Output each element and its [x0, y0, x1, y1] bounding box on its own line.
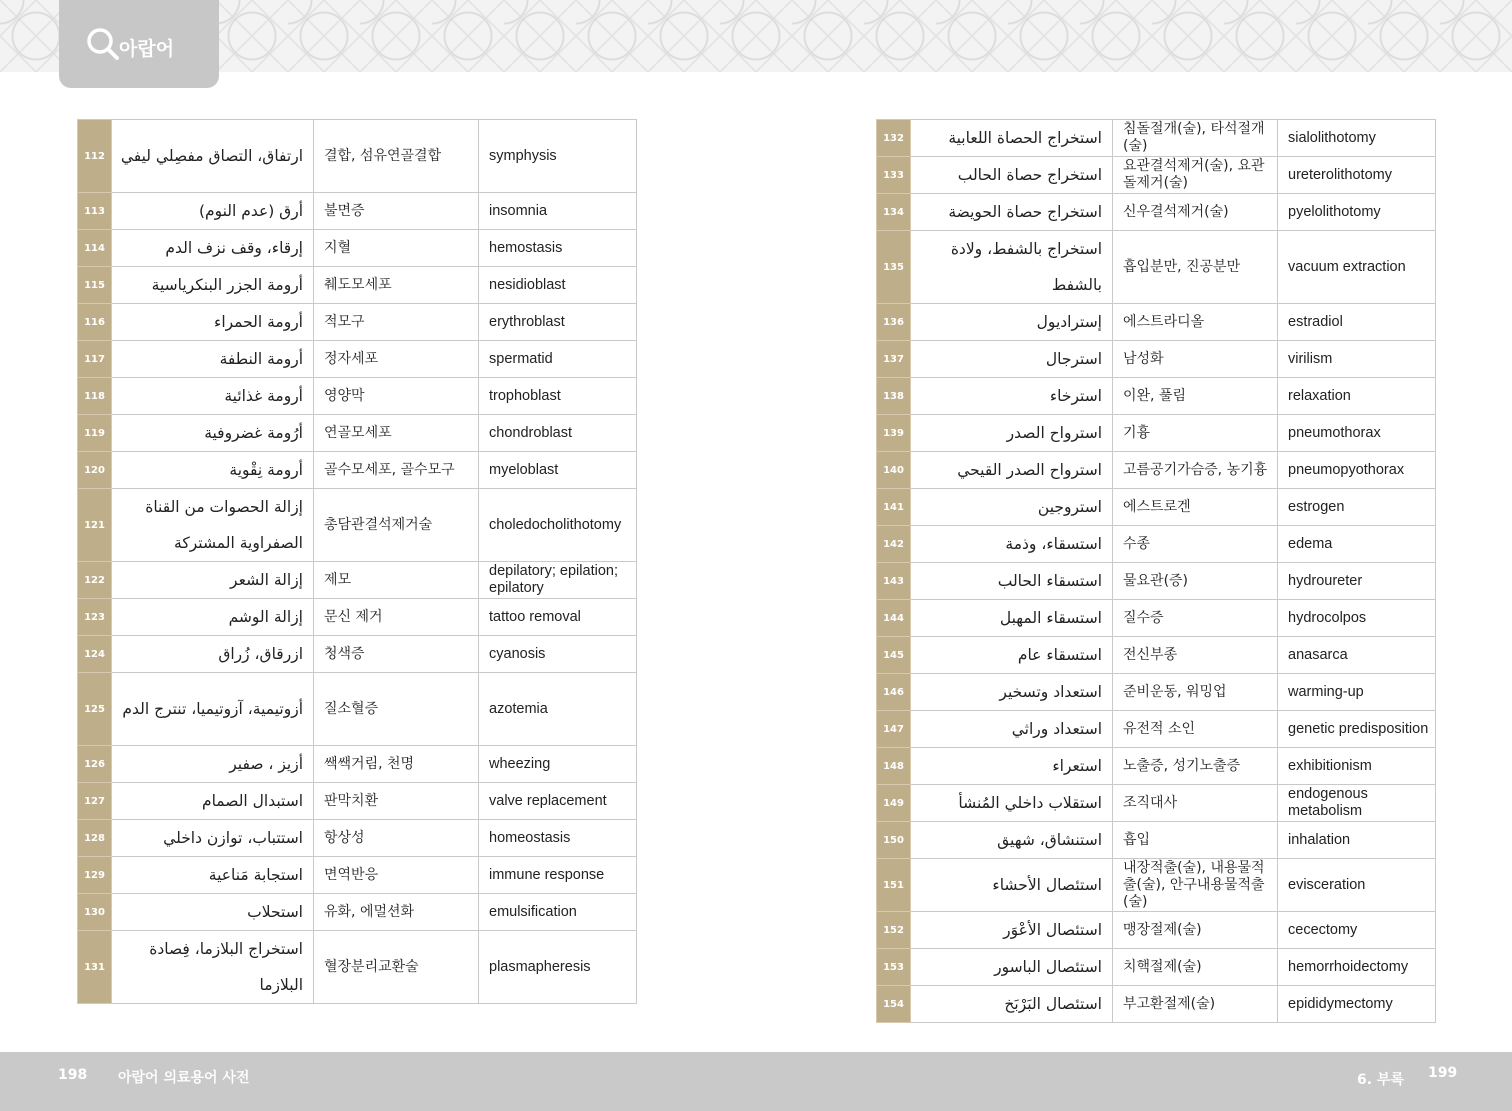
arabic-term: استسقاء عام [911, 637, 1113, 674]
arabic-term: استئصال البَرْبَخ [911, 986, 1113, 1023]
english-term: inhalation [1278, 822, 1436, 859]
arabic-term: استبدال الصمام [112, 783, 314, 820]
table-row [78, 673, 637, 746]
entry-number: 124 [78, 636, 112, 673]
table-row [877, 748, 1436, 785]
english-term: ureterolithotomy [1278, 157, 1436, 194]
english-term: trophoblast [479, 378, 637, 415]
entry-number: 123 [78, 599, 112, 636]
arabic-term: استسقاء المهبل [911, 600, 1113, 637]
english-term: estradiol [1278, 304, 1436, 341]
korean-term: 준비운동, 워밍업 [1113, 674, 1278, 711]
korean-term: 총담관결석제거술 [314, 489, 479, 562]
entry-number: 140 [877, 452, 911, 489]
arabic-term: أرُومة غضروفية [112, 415, 314, 452]
english-term: virilism [1278, 341, 1436, 378]
english-term: sialolithotomy [1278, 120, 1436, 157]
korean-term: 에스트로겐 [1113, 489, 1278, 526]
table-row [877, 378, 1436, 415]
table-row [877, 711, 1436, 748]
english-term: evisceration [1278, 859, 1436, 912]
table-row [877, 563, 1436, 600]
table-row [877, 674, 1436, 711]
table-row [877, 600, 1436, 637]
table-row [78, 489, 637, 562]
table-row [78, 894, 637, 931]
korean-term: 면역반응 [314, 857, 479, 894]
entry-number: 135 [877, 231, 911, 304]
entry-number: 139 [877, 415, 911, 452]
arabic-term: استخراج الحصاة اللعابية [911, 120, 1113, 157]
korean-term: 흡입 [1113, 822, 1278, 859]
arabic-term: إزالة الحصوات من القناة الصفراوية المشتركة [112, 489, 314, 562]
arabic-term: استرخاء [911, 378, 1113, 415]
arabic-term: استئصال الأعْوَر [911, 912, 1113, 949]
table-row [78, 931, 637, 1004]
arabic-term: أزيز ، صفير [112, 746, 314, 783]
arabic-term: ارتفاق، التصاق مفصِلي ليفي [112, 120, 314, 193]
korean-term: 유전적 소인 [1113, 711, 1278, 748]
korean-term: 결합, 섬유연골결합 [314, 120, 479, 193]
english-term: plasmapheresis [479, 931, 637, 1004]
table-row [877, 452, 1436, 489]
table-row [78, 562, 637, 599]
glossary-table-right [876, 119, 1436, 1023]
table-row [78, 415, 637, 452]
english-term: depilatory; epilation; epilatory [479, 562, 637, 599]
entry-number: 130 [78, 894, 112, 931]
table-row [877, 986, 1436, 1023]
entry-number: 144 [877, 600, 911, 637]
korean-term: 청색증 [314, 636, 479, 673]
arabic-term: ازرقاق، زُراق [112, 636, 314, 673]
table-row [877, 822, 1436, 859]
entry-number: 113 [78, 193, 112, 230]
korean-term: 기흉 [1113, 415, 1278, 452]
table-row [78, 452, 637, 489]
arabic-term: إستراديول [911, 304, 1113, 341]
english-term: wheezing [479, 746, 637, 783]
entry-number: 116 [78, 304, 112, 341]
entry-number: 126 [78, 746, 112, 783]
arabic-term: استخراج حصاة الحويضة [911, 194, 1113, 231]
korean-term: 혈장분리교환술 [314, 931, 479, 1004]
table-row [78, 267, 637, 304]
english-term: anasarca [1278, 637, 1436, 674]
table-row [877, 859, 1436, 912]
table-row [877, 526, 1436, 563]
arabic-term: أزوتيمية، آزوتيميا، تنترج الدم [112, 673, 314, 746]
table-row [877, 341, 1436, 378]
arabic-term: أرومة نِقْوية [112, 452, 314, 489]
table-row [877, 785, 1436, 822]
entry-number: 146 [877, 674, 911, 711]
table-row [877, 304, 1436, 341]
english-term: epididymectomy [1278, 986, 1436, 1023]
english-term: insomnia [479, 193, 637, 230]
entry-number: 125 [78, 673, 112, 746]
arabic-term: استنشاق، شهيق [911, 822, 1113, 859]
english-term: symphysis [479, 120, 637, 193]
korean-term: 췌도모세포 [314, 267, 479, 304]
english-term: cecectomy [1278, 912, 1436, 949]
arabic-term: استعراء [911, 748, 1113, 785]
korean-term: 부고환절제(술) [1113, 986, 1278, 1023]
english-term: exhibitionism [1278, 748, 1436, 785]
english-term: choledocholithotomy [479, 489, 637, 562]
entry-number: 114 [78, 230, 112, 267]
korean-term: 항상성 [314, 820, 479, 857]
arabic-term: إزالة الوشم [112, 599, 314, 636]
entry-number: 148 [877, 748, 911, 785]
korean-term: 고름공기가슴증, 농기흉 [1113, 452, 1278, 489]
korean-term: 영양막 [314, 378, 479, 415]
korean-term: 적모구 [314, 304, 479, 341]
header-pattern-band [0, 0, 1512, 72]
glossary-table-left [77, 119, 637, 1004]
entry-number: 131 [78, 931, 112, 1004]
arabic-term: استعداد وتسخير [911, 674, 1113, 711]
entry-number: 149 [877, 785, 911, 822]
entry-number: 137 [877, 341, 911, 378]
table-row [78, 120, 637, 193]
entry-number: 119 [78, 415, 112, 452]
entry-number: 136 [877, 304, 911, 341]
table-row [877, 949, 1436, 986]
english-term: valve replacement [479, 783, 637, 820]
arabic-term: إزالة الشعر [112, 562, 314, 599]
table-row [78, 857, 637, 894]
page-footer [0, 1052, 1512, 1111]
table-row [877, 415, 1436, 452]
arabic-term: استعداد وراثي [911, 711, 1113, 748]
english-term: hydroureter [1278, 563, 1436, 600]
table-row [78, 636, 637, 673]
entry-number: 134 [877, 194, 911, 231]
korean-term: 제모 [314, 562, 479, 599]
korean-term: 판막치환 [314, 783, 479, 820]
language-label: 아랍어 [119, 37, 175, 60]
table-row [877, 120, 1436, 157]
table-row [78, 378, 637, 415]
english-term: azotemia [479, 673, 637, 746]
entry-number: 121 [78, 489, 112, 562]
english-term: tattoo removal [479, 599, 637, 636]
table-row [877, 637, 1436, 674]
table-row [78, 193, 637, 230]
english-term: spermatid [479, 341, 637, 378]
table-row [78, 820, 637, 857]
korean-term: 조직대사 [1113, 785, 1278, 822]
korean-term: 내장적출(술), 내용물적출(술), 안구내용물적출(술) [1113, 859, 1278, 912]
table-row [877, 231, 1436, 304]
arabic-term: استسقاء الحالب [911, 563, 1113, 600]
korean-term: 요관결석제거(술), 요관돌제거(술) [1113, 157, 1278, 194]
korean-term: 이완, 풀림 [1113, 378, 1278, 415]
entry-number: 152 [877, 912, 911, 949]
english-term: genetic predisposition [1278, 711, 1436, 748]
korean-term: 유화, 에멀션화 [314, 894, 479, 931]
entry-number: 127 [78, 783, 112, 820]
entry-number: 122 [78, 562, 112, 599]
english-term: hydrocolpos [1278, 600, 1436, 637]
arabic-term: استخراج بالشفط، ولادة بالشفط [911, 231, 1113, 304]
arabic-term: أرومة الحمراء [112, 304, 314, 341]
arabic-term: استقلاب داخلي المُنشأ [911, 785, 1113, 822]
english-term: erythroblast [479, 304, 637, 341]
korean-term: 수종 [1113, 526, 1278, 563]
right-page-number: 199 [1428, 1065, 1458, 1081]
arabic-term: استتباب، توازن داخلي [112, 820, 314, 857]
entry-number: 142 [877, 526, 911, 563]
english-term: hemorrhoidectomy [1278, 949, 1436, 986]
table-row [78, 746, 637, 783]
section-title: 6. 부록 [1357, 1072, 1404, 1088]
korean-term: 흡입분만, 진공분만 [1113, 231, 1278, 304]
left-page-number: 198 [58, 1067, 88, 1083]
language-tab [59, 0, 219, 88]
korean-term: 정자세포 [314, 341, 479, 378]
english-term: immune response [479, 857, 637, 894]
english-term: emulsification [479, 894, 637, 931]
korean-term: 골수모세포, 골수모구 [314, 452, 479, 489]
arabic-term: إرقاء، وقف نزف الدم [112, 230, 314, 267]
arabic-term: أرومة غذائية [112, 378, 314, 415]
arabic-term: استرجال [911, 341, 1113, 378]
search-icon [85, 26, 121, 62]
arabic-term: استرواح الصدر [911, 415, 1113, 452]
english-term: estrogen [1278, 489, 1436, 526]
arabic-term: استجابة مَناعية [112, 857, 314, 894]
entry-number: 117 [78, 341, 112, 378]
english-term: pneumopyothorax [1278, 452, 1436, 489]
arabic-term: أرومة الجزر البنكرياسية [112, 267, 314, 304]
english-term: homeostasis [479, 820, 637, 857]
entry-number: 154 [877, 986, 911, 1023]
entry-number: 128 [78, 820, 112, 857]
korean-term: 에스트라디올 [1113, 304, 1278, 341]
arabic-term: استخراج حصاة الحالب [911, 157, 1113, 194]
table-row [78, 341, 637, 378]
table-row [78, 304, 637, 341]
english-term: vacuum extraction [1278, 231, 1436, 304]
korean-term: 쌕쌕거림, 천명 [314, 746, 479, 783]
korean-term: 불면증 [314, 193, 479, 230]
arabic-term: استئصال الباسور [911, 949, 1113, 986]
korean-term: 물요관(증) [1113, 563, 1278, 600]
entry-number: 143 [877, 563, 911, 600]
arabic-term: أرق (عدم النوم) [112, 193, 314, 230]
arabic-term: أرومة النطفة [112, 341, 314, 378]
arabic-term: استروجين [911, 489, 1113, 526]
korean-term: 노출증, 성기노출증 [1113, 748, 1278, 785]
korean-term: 신우결석제거(술) [1113, 194, 1278, 231]
english-term: hemostasis [479, 230, 637, 267]
korean-term: 남성화 [1113, 341, 1278, 378]
entry-number: 141 [877, 489, 911, 526]
arabic-term: استرواح الصدر القيحي [911, 452, 1113, 489]
english-term: endogenous metabolism [1278, 785, 1436, 822]
english-term: cyanosis [479, 636, 637, 673]
entry-number: 150 [877, 822, 911, 859]
korean-term: 지혈 [314, 230, 479, 267]
book-title: 아랍어 의료용어 사전 [118, 1070, 250, 1086]
entry-number: 129 [78, 857, 112, 894]
english-term: relaxation [1278, 378, 1436, 415]
korean-term: 침돌절개(술), 타석절개(술) [1113, 120, 1278, 157]
english-term: edema [1278, 526, 1436, 563]
english-term: nesidioblast [479, 267, 637, 304]
entry-number: 151 [877, 859, 911, 912]
english-term: pneumothorax [1278, 415, 1436, 452]
table-row [877, 157, 1436, 194]
table-row [78, 599, 637, 636]
table-row [877, 912, 1436, 949]
korean-term: 질수증 [1113, 600, 1278, 637]
korean-term: 질소혈증 [314, 673, 479, 746]
korean-term: 문신 제거 [314, 599, 479, 636]
table-row [877, 489, 1436, 526]
entry-number: 153 [877, 949, 911, 986]
table-row [78, 783, 637, 820]
korean-term: 맹장절제(술) [1113, 912, 1278, 949]
english-term: myeloblast [479, 452, 637, 489]
english-term: warming-up [1278, 674, 1436, 711]
entry-number: 115 [78, 267, 112, 304]
korean-term: 전신부종 [1113, 637, 1278, 674]
entry-number: 138 [877, 378, 911, 415]
arabic-term: استئصال الأحشاء [911, 859, 1113, 912]
entry-number: 147 [877, 711, 911, 748]
entry-number: 112 [78, 120, 112, 193]
arabic-term: استسقاء، وذمة [911, 526, 1113, 563]
entry-number: 132 [877, 120, 911, 157]
entry-number: 120 [78, 452, 112, 489]
english-term: chondroblast [479, 415, 637, 452]
arabic-term: استخراج البلازما، فِصادة البلازما [112, 931, 314, 1004]
entry-number: 133 [877, 157, 911, 194]
table-row [877, 194, 1436, 231]
korean-term: 치핵절제(술) [1113, 949, 1278, 986]
english-term: pyelolithotomy [1278, 194, 1436, 231]
korean-term: 연골모세포 [314, 415, 479, 452]
entry-number: 145 [877, 637, 911, 674]
arabic-term: استحلاب [112, 894, 314, 931]
table-row [78, 230, 637, 267]
entry-number: 118 [78, 378, 112, 415]
